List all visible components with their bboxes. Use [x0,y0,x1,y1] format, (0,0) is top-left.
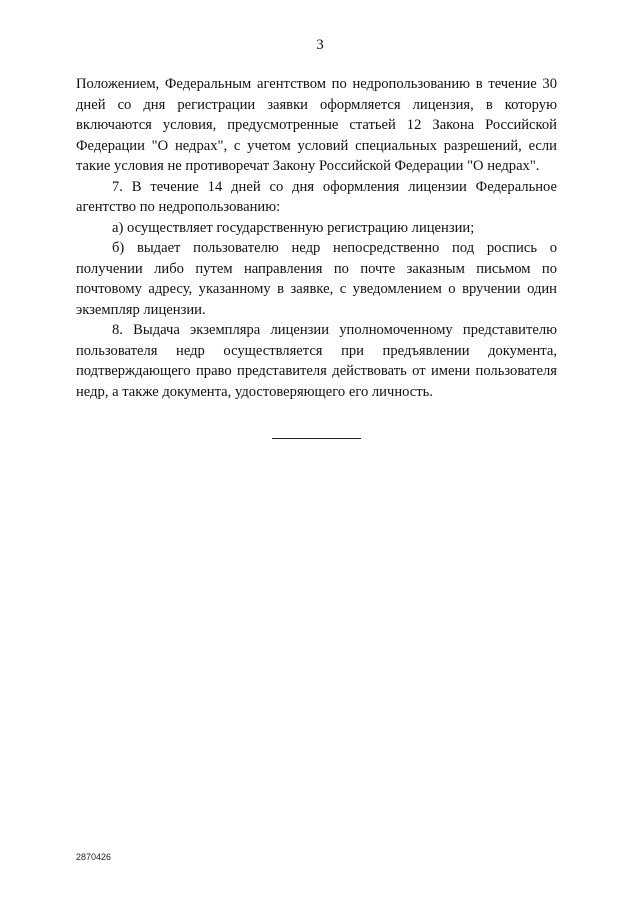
paragraph-item-8: 8. Выдача экземпляра лицензии уполномоченному представителю пользователя недр осуществляется при предъявлении документа, подтверждающего право представителя действовать от имени пользователя недр, а также документа, удостоверяющего его личность. [76,322,557,400]
paragraph-subitem-b: б) выдает пользователю недр непосредственно под роспись о получении либо путем направления по почте заказным письмом по почтовому адресу, указанному в заявке, с уведомлением о вручении один экземпляр лицензии. [76,240,557,318]
page-number: 3 [316,37,324,53]
paragraph-item-7: 7. В течение 14 дней со дня оформления лицензии Федеральное агентство по недропользованию: [76,178,557,215]
end-separator-line [272,438,361,439]
document-code: 2870426 [76,852,112,862]
paragraph-continuation: Положением, Федеральным агентством по недропользованию в течение 30 дней со дня регистрации заявки оформляется лицензия, в которую включаются условия, предусмотренные статьей 12 Закона Российской Федерации "О недрах", с учетом условий специальных разрешений, если такие условия не противоречат Закону Российской Федерации "О недрах". [76,76,557,174]
paragraph-subitem-a: а) осуществляет государственную регистрацию лицензии; [112,219,475,236]
document-body [76,74,557,402]
